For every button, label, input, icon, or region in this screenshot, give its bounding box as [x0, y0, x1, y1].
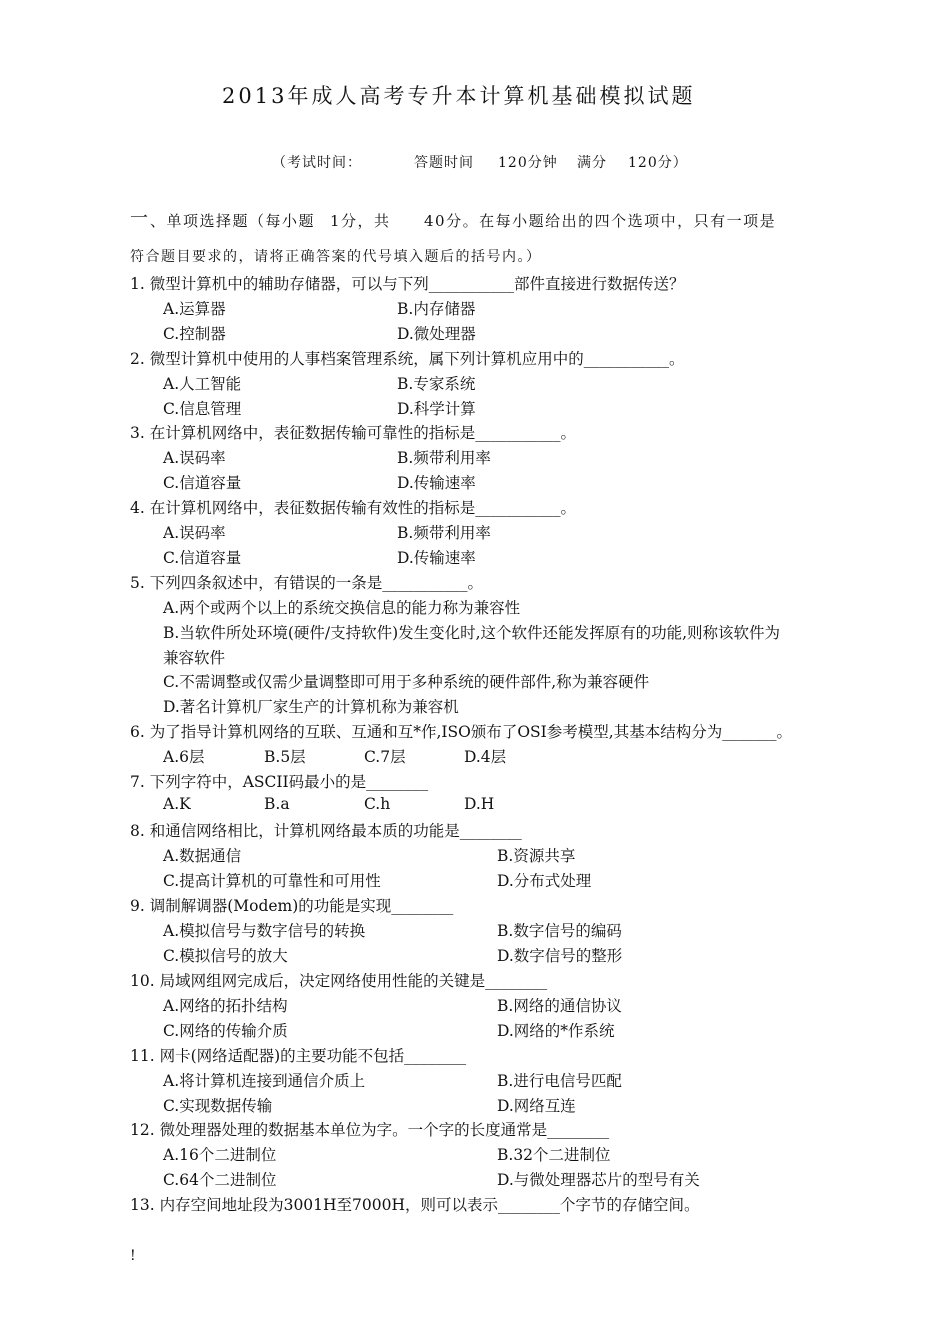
question-option: A.人工智能	[163, 375, 242, 393]
question-stem: 1. 微型计算机中的辅助存储器，可以与下列___________部件直接进行数据传送？	[130, 275, 685, 293]
question-option: B.资源共享	[497, 847, 576, 865]
exam-info-1: （考试时间：	[272, 155, 362, 171]
question-option: C.网络的传输介质	[163, 1022, 288, 1040]
question-stem: 9. 调制解调器(Modem)的功能是实现________	[130, 897, 454, 915]
question-option: C.不需调整或仅需少量调整即可用于多种系统的硬件部件,称为兼容硬件	[163, 673, 650, 691]
question-stem: 6. 为了指导计算机网络的互联、互通和互*作,ISO颁布了OSI参考模型,其基本结构分为_______。	[130, 723, 792, 741]
question-option: C.信息管理	[163, 400, 242, 418]
question-option: D.H	[464, 795, 495, 813]
section-intro: 符合题目要求的，请将正确答案的代号填入题后的括号内。）	[130, 249, 542, 265]
question-option: B.数字信号的编码	[497, 922, 622, 940]
section-instructions: 40分。在每小题给出的四个选项中，只有一项是	[424, 212, 777, 230]
question-option: D.网络的*作系统	[497, 1022, 615, 1040]
question-stem: 4. 在计算机网络中，表征数据传输有效性的指标是___________。	[130, 499, 576, 517]
question-option: D.分布式处理	[497, 872, 592, 890]
footer-mark: !	[130, 1248, 136, 1264]
question-option: B.当软件所处环境(硬件/支持软件)发生变化时,这个软件还能发挥原有的功能,则称该软件为	[163, 624, 780, 642]
question-option: B.频带利用率	[397, 449, 491, 467]
question-option: A.6层	[163, 748, 205, 766]
question-option: A.模拟信号与数字信号的转换	[163, 922, 366, 940]
exam-info-3: 120分钟	[498, 155, 558, 171]
question-stem: 2. 微型计算机中使用的人事档案管理系统，属下列计算机应用中的___________。	[130, 350, 685, 368]
question-option: C.控制器	[163, 325, 226, 343]
question-option: C.模拟信号的放大	[163, 947, 288, 965]
question-option: C.提高计算机的可靠性和可用性	[163, 872, 381, 890]
section-score: 1分，共	[330, 212, 391, 230]
question-stem: 13. 内存空间地址段为3001H至7000H，则可以表示________个字节的存储空间。	[130, 1196, 700, 1214]
question-option: D.传输速率	[397, 549, 476, 567]
question-stem: 10. 局域网组网完成后，决定网络使用性能的关键是________	[130, 972, 548, 990]
question-option: A.网络的拓扑结构	[163, 997, 288, 1015]
question-option: A.将计算机连接到通信介质上	[163, 1072, 366, 1090]
question-option: D.科学计算	[397, 400, 476, 418]
question-option: B.5层	[264, 748, 306, 766]
exam-info-4: 满分	[577, 155, 607, 171]
question-option: A.16个二进制位	[163, 1146, 277, 1164]
question-option: D.4层	[464, 748, 507, 766]
question-option: D.数字信号的整形	[497, 947, 623, 965]
exam-info-2: 答题时间	[414, 155, 474, 171]
question-option: A.误码率	[163, 524, 226, 542]
question-option: D.网络互连	[497, 1097, 576, 1115]
question-option: B.32个二进制位	[497, 1146, 611, 1164]
question-option: D.传输速率	[397, 474, 476, 492]
question-option: C.信道容量	[163, 474, 242, 492]
question-option: A.运算器	[163, 300, 226, 318]
question-stem: 5. 下列四条叙述中，有错误的一条是___________。	[130, 574, 483, 592]
question-option: C.实现数据传输	[163, 1097, 273, 1115]
question-option: D.著名计算机厂家生产的计算机称为兼容机	[163, 698, 459, 716]
question-option: D.与微处理器芯片的型号有关	[497, 1171, 700, 1189]
question-option: B.专家系统	[397, 375, 476, 393]
question-option: A.两个或两个以上的系统交换信息的能力称为兼容性	[163, 599, 521, 617]
question-stem: 8. 和通信网络相比，计算机网络最本质的功能是________	[130, 822, 522, 840]
section-bullet: 一	[130, 208, 148, 229]
question-stem: 12. 微处理器处理的数据基本单位为字。一个字的长度通常是________	[130, 1121, 610, 1139]
question-option: C.信道容量	[163, 549, 242, 567]
exam-info-5: 120分）	[628, 155, 688, 171]
question-option: D.微处理器	[397, 325, 476, 343]
question-option: C.64个二进制位	[163, 1171, 277, 1189]
question-stem: 11. 网卡(网络适配器)的主要功能不包括________	[130, 1047, 467, 1065]
question-option: B.a	[264, 795, 290, 813]
question-option: A.K	[163, 795, 191, 813]
question-option: C.h	[364, 795, 391, 813]
question-stem: 3. 在计算机网络中，表征数据传输可靠性的指标是___________。	[130, 424, 576, 442]
page-title: 2013年成人高考专升本计算机基础模拟试题	[222, 84, 696, 108]
question-option: A.误码率	[163, 449, 226, 467]
section-label: 、单项选择题（每小题	[150, 212, 316, 230]
question-option: C.7层	[364, 748, 406, 766]
question-option: B.频带利用率	[397, 524, 491, 542]
question-option-continued: 兼容软件	[163, 649, 226, 667]
question-option: B.进行电信号匹配	[497, 1072, 622, 1090]
question-option: A.数据通信	[163, 847, 242, 865]
question-option: B.内存储器	[397, 300, 476, 318]
question-option: B.网络的通信协议	[497, 997, 622, 1015]
question-stem: 7. 下列字符中，ASCII码最小的是________	[130, 773, 429, 791]
